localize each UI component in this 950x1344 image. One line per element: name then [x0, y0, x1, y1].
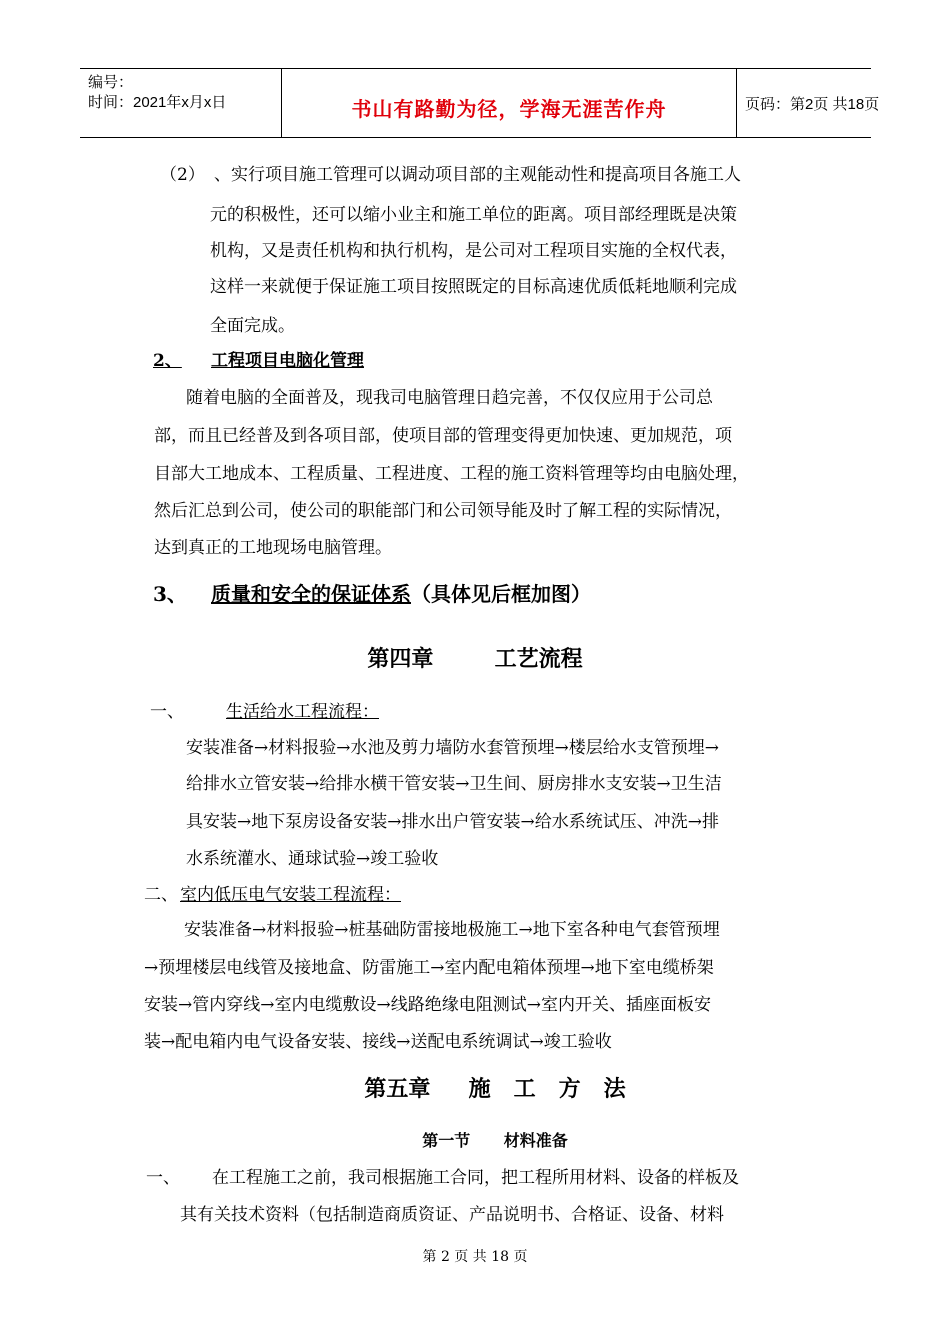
section-title: 工程项目电脑化管理 — [211, 351, 364, 371]
page-header — [80, 68, 880, 138]
page-footer: 第 2 页 共 18 页 — [422, 1249, 528, 1265]
process-line: 装→配电箱内电气设备安装、接线→送配电系统调试→竣工验收 — [144, 1032, 612, 1052]
chapter-title: 第四章 工艺流程 — [367, 646, 583, 672]
list-number: 一、 — [150, 702, 184, 722]
chapter-title: 第五章 施 工 方 法 — [364, 1076, 626, 1102]
paragraph-line: 这样一来就便于保证施工项目按照既定的目标高速优质低耗地顺利完成 — [210, 277, 737, 297]
section-title: 质量和安全的保证体系 — [211, 582, 411, 606]
header-motto: 书山有路勤为径，学海无涯苦作舟 — [351, 97, 667, 121]
process-line: 给排水立管安装→给排水横干管安装→卫生间、厨房排水支安装→卫生洁 — [186, 774, 722, 794]
paragraph-line: 元的积极性，还可以缩小业主和施工单位的距离。项目部经理既是决策 — [210, 205, 737, 225]
process-line: 安装准备→材料报验→桩基础防雷接地极施工→地下室各种电气套管预埋 — [184, 920, 720, 940]
list-number: 二、 — [144, 885, 178, 905]
list-number: 一、 — [146, 1168, 180, 1188]
process-line: 安装准备→材料报验→水池及剪力墙防水套管预埋→楼层给水支管预埋→ — [186, 738, 719, 758]
process-line: →预埋楼层电线管及接地盒、防雷施工→室内配电箱体预埋→地下室电缆桥架 — [144, 958, 714, 978]
document-time-label: 时间：2021年x月x日 — [88, 94, 227, 111]
document-number-label: 编号： — [88, 74, 134, 91]
paragraph-line: 全面完成。 — [210, 316, 295, 336]
process-line: 水系统灌水、通球试验→竣工验收 — [186, 849, 439, 869]
section-heading — [211, 578, 591, 607]
header-motto-cell — [282, 69, 737, 137]
paragraph-marker: （2） — [160, 165, 205, 185]
header-page-cell — [737, 69, 880, 137]
paragraph-line: 随着电脑的全面普及，现我司电脑管理日趋完善，不仅仅应用于公司总 — [186, 388, 713, 408]
paragraph-line: 其有关技术资料（包括制造商质资证、产品说明书、合格证、设备、材料 — [180, 1205, 724, 1225]
header-page-info: 页码：第2页 共18页 — [745, 96, 880, 113]
paragraph-line: 目部大工地成本、工程质量、工程进度、工程的施工资料管理等均由电脑处理， — [154, 464, 749, 484]
process-line: 安装→管内穿线→室内电缆敷设→线路绝缘电阻测试→室内开关、插座面板安 — [144, 995, 711, 1015]
section-number: 3、 — [153, 582, 187, 606]
process-line: 具安装→地下泵房设备安装→排水出户管安装→给水系统试压、冲洗→排 — [186, 812, 719, 832]
paragraph-line: 在工程施工之前，我司根据施工合同，把工程所用材料、设备的样板及 — [212, 1168, 739, 1188]
paragraph-line: 然后汇总到公司，使公司的职能部门和公司领导能及时了解工程的实际情况， — [154, 501, 732, 521]
paragraph-line: 达到真正的工地现场电脑管理。 — [154, 538, 392, 558]
section-title: 第一节 材料准备 — [422, 1131, 568, 1150]
header-meta-cell — [80, 69, 282, 137]
paragraph-line: 、实行项目施工管理可以调动项目部的主观能动性和提高项目各施工人 — [214, 165, 741, 185]
list-title: 室内低压电气安装工程流程： — [180, 885, 401, 905]
paragraph-line: 部，而且已经普及到各项目部，使项目部的管理变得更加快速、更加规范，项 — [154, 426, 732, 446]
list-title: 生活给水工程流程： — [226, 702, 379, 722]
section-number: 2、 — [153, 351, 182, 371]
section-title-suffix: （具体见后框加图） — [411, 582, 591, 606]
paragraph-line: 机构，又是责任机构和执行机构，是公司对工程项目实施的全权代表， — [210, 241, 737, 261]
